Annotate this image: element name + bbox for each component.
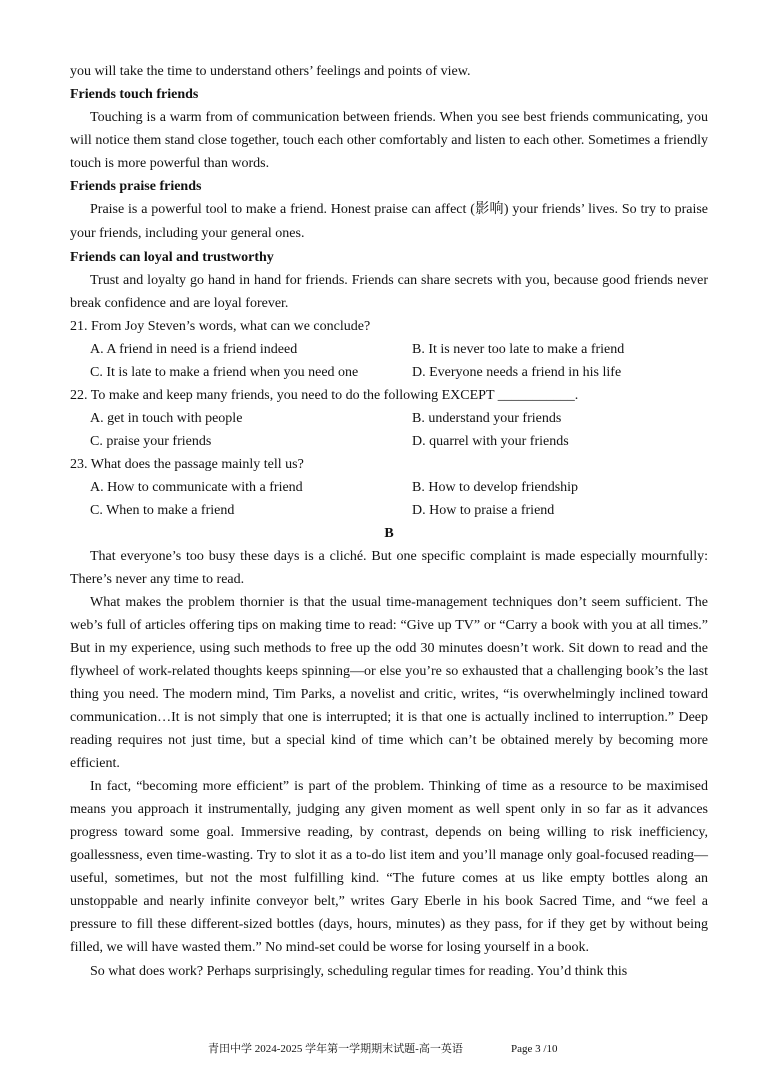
option-23c[interactable]: C. When to make a friend bbox=[90, 503, 235, 518]
paragraph-b1: That everyone’s too busy these days is a cliché. But one specific complaint is made especially mournfully: There’s never any time to read. bbox=[70, 549, 708, 587]
section-b-label: B bbox=[384, 526, 394, 541]
paragraph-b2: What makes the problem thornier is that the usual time-management techniques don’t seem sufficient. The web’s full of articles offering tips on making time to read: “Give up TV” or “Carry a book with you at all times.” But in my experience, using such methods to free up the odd 30 minutes doesn’t work. Sit down to read and the flywheel of work-related thoughts keeps spinning—or else you’re so exhausted that a challenging book’s the last thing you need. The modern mind, Tim Parks, a novelist and critic, writes, “is overwhelmingly inclined toward communication…It is not simply that one is interrupted; it is that one is actually inclined to interruption.” Deep reading requires not just time, but a special kind of time which can’t be obtained merely by becoming more efficient. bbox=[70, 595, 708, 771]
intro-tail: you will take the time to understand others’ feelings and points of view. bbox=[70, 64, 471, 79]
paragraph-b4: So what does work? Perhaps surprisingly, scheduling regular times for reading. You’d think this bbox=[90, 964, 628, 979]
paragraph-touch: Touching is a warm from of communication between friends. When you see best friends communicating, you will notice them stand close together, touch each other comfortably and listen to each other. Sometimes a friendly touch is more powerful than words. bbox=[70, 110, 708, 171]
option-21d[interactable]: D. Everyone needs a friend in his life bbox=[412, 365, 622, 380]
question-22: 22. To make and keep many friends, you need to do the following EXCEPT ___________. bbox=[70, 388, 579, 403]
paragraph-praise: Praise is a powerful tool to make a friend. Honest praise can affect (影响) your friends’ lives. So try to praise your friends, including your general ones. bbox=[70, 202, 708, 241]
question-21: 21. From Joy Steven’s words, what can we conclude? bbox=[70, 319, 371, 334]
options-22 bbox=[70, 407, 708, 453]
page-body bbox=[70, 60, 708, 983]
options-23 bbox=[70, 476, 708, 522]
option-22d[interactable]: D. quarrel with your friends bbox=[412, 434, 569, 449]
option-22b[interactable]: B. understand your friends bbox=[412, 411, 562, 426]
footer-page-number: Page 3 /10 bbox=[511, 1043, 558, 1055]
option-23d[interactable]: D. How to praise a friend bbox=[412, 503, 555, 518]
heading-touch: Friends touch friends bbox=[70, 87, 199, 102]
option-22c[interactable]: C. praise your friends bbox=[90, 434, 212, 449]
option-23a[interactable]: A. How to communicate with a friend bbox=[90, 480, 303, 495]
option-21c[interactable]: C. It is late to make a friend when you need one bbox=[90, 365, 359, 380]
footer-school: 青田中学 2024-2025 学年第一学期期末试题-高一英语 bbox=[208, 1043, 463, 1055]
option-22a[interactable]: A. get in touch with people bbox=[90, 411, 243, 426]
options-21 bbox=[70, 338, 708, 384]
option-21a[interactable]: A. A friend in need is a friend indeed bbox=[90, 342, 298, 357]
question-23: 23. What does the passage mainly tell us? bbox=[70, 457, 304, 472]
option-21b[interactable]: B. It is never too late to make a friend bbox=[412, 342, 625, 357]
heading-praise: Friends praise friends bbox=[70, 179, 202, 194]
option-23b[interactable]: B. How to develop friendship bbox=[412, 480, 579, 495]
heading-loyal: Friends can loyal and trustworthy bbox=[70, 250, 274, 265]
paragraph-b3: In fact, “becoming more efficient” is part of the problem. Thinking of time as a resource to be maximised means you approach it instrumentally, judging any given moment as well spent only in so far as it advances progress toward some goal. Immersive reading, by contrast, depends on being willing to risk inefficiency, goallessness, even time-wasting. Try to slot it as a to-do list item and you’ll manage only goal-focused reading—useful, sometimes, but not the most fulfilling kind. “The future comes at us like empty bottles along an unstoppable and nearly infinite conveyor belt,” writes Gary Eberle in his book Sacred Time, and “we feel a pressure to fill these different-sized bottles (days, hours, minutes) as they pass, for if they get by without being filled, we will have wasted them.” No mind-set could be worse for losing yourself in a book. bbox=[70, 779, 708, 955]
paragraph-loyal: Trust and loyalty go hand in hand for friends. Friends can share secrets with you, because good friends never break confidence and are loyal forever. bbox=[70, 273, 708, 311]
